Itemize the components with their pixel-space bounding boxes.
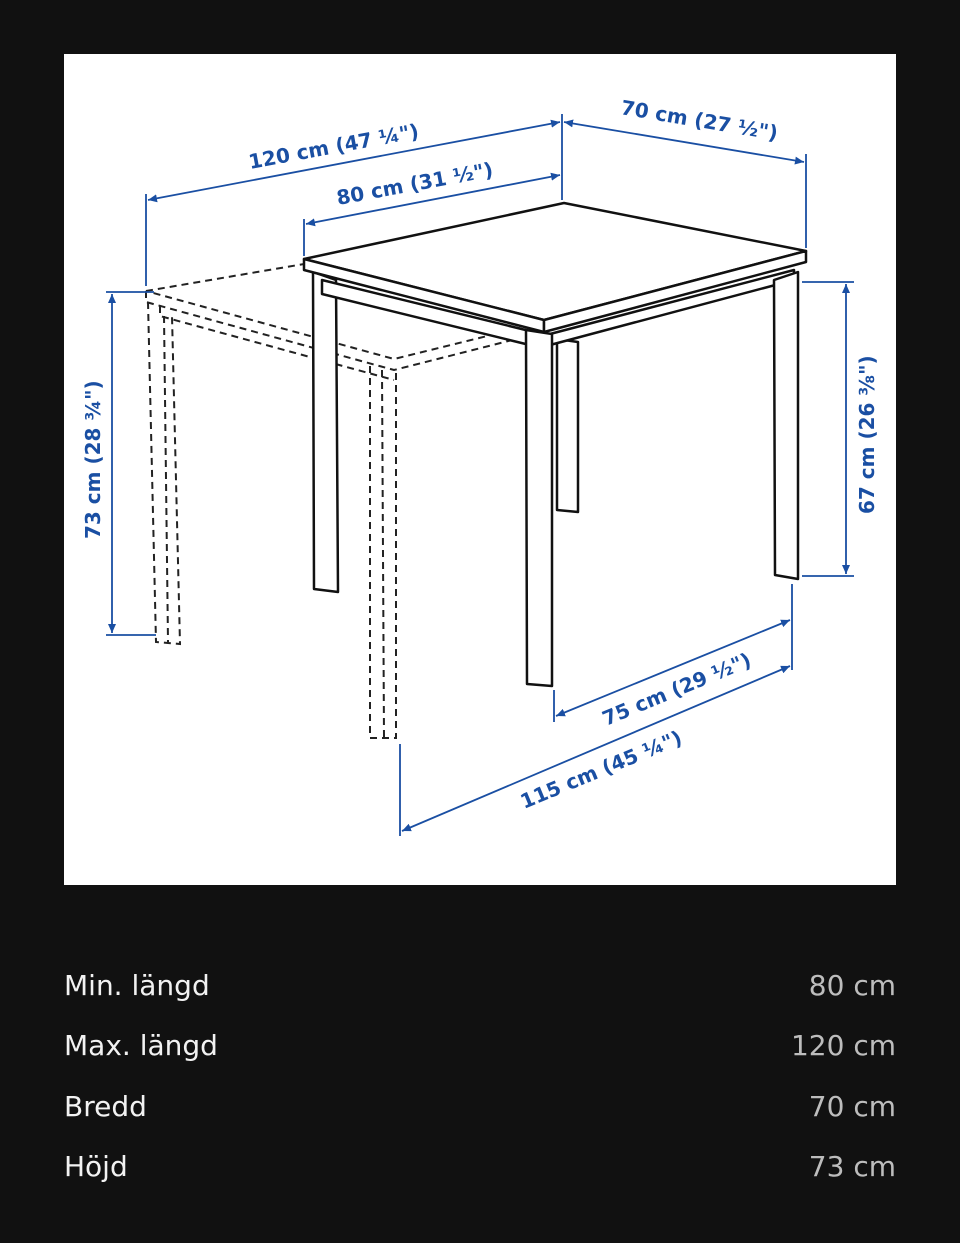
table-dimension-diagram	[64, 54, 896, 885]
spec-label: Max. längd	[64, 1029, 218, 1063]
height-total-label: 73 cm (28 ¾")	[81, 380, 105, 539]
spec-label: Bredd	[64, 1089, 147, 1123]
height-under-label: 67 cm (26 ⅜")	[855, 355, 879, 514]
length-legs-label: 115 cm (45 ¼")	[516, 725, 686, 814]
dimension-specs-list	[64, 955, 896, 1197]
spec-row-max-length	[64, 1016, 896, 1077]
width-top-label: 70 cm (27 ½")	[619, 95, 780, 146]
spec-row-width	[64, 1076, 896, 1137]
spec-label: Min. längd	[64, 968, 210, 1002]
min-length-label: 80 cm (31 ½")	[334, 157, 495, 210]
max-length-label: 120 cm (47 ¼")	[246, 118, 421, 174]
spec-row-min-length	[64, 955, 896, 1016]
spec-label: Höjd	[64, 1150, 128, 1184]
table-outline	[304, 203, 806, 686]
spec-value: 80 cm	[808, 968, 896, 1002]
spec-row-height	[64, 1137, 896, 1198]
product-dimensions-image	[64, 54, 896, 885]
width-legs-label: 75 cm (29 ½")	[598, 647, 755, 731]
spec-value: 70 cm	[808, 1089, 896, 1123]
spec-value: 120 cm	[790, 1029, 896, 1063]
spec-value: 73 cm	[808, 1150, 896, 1184]
